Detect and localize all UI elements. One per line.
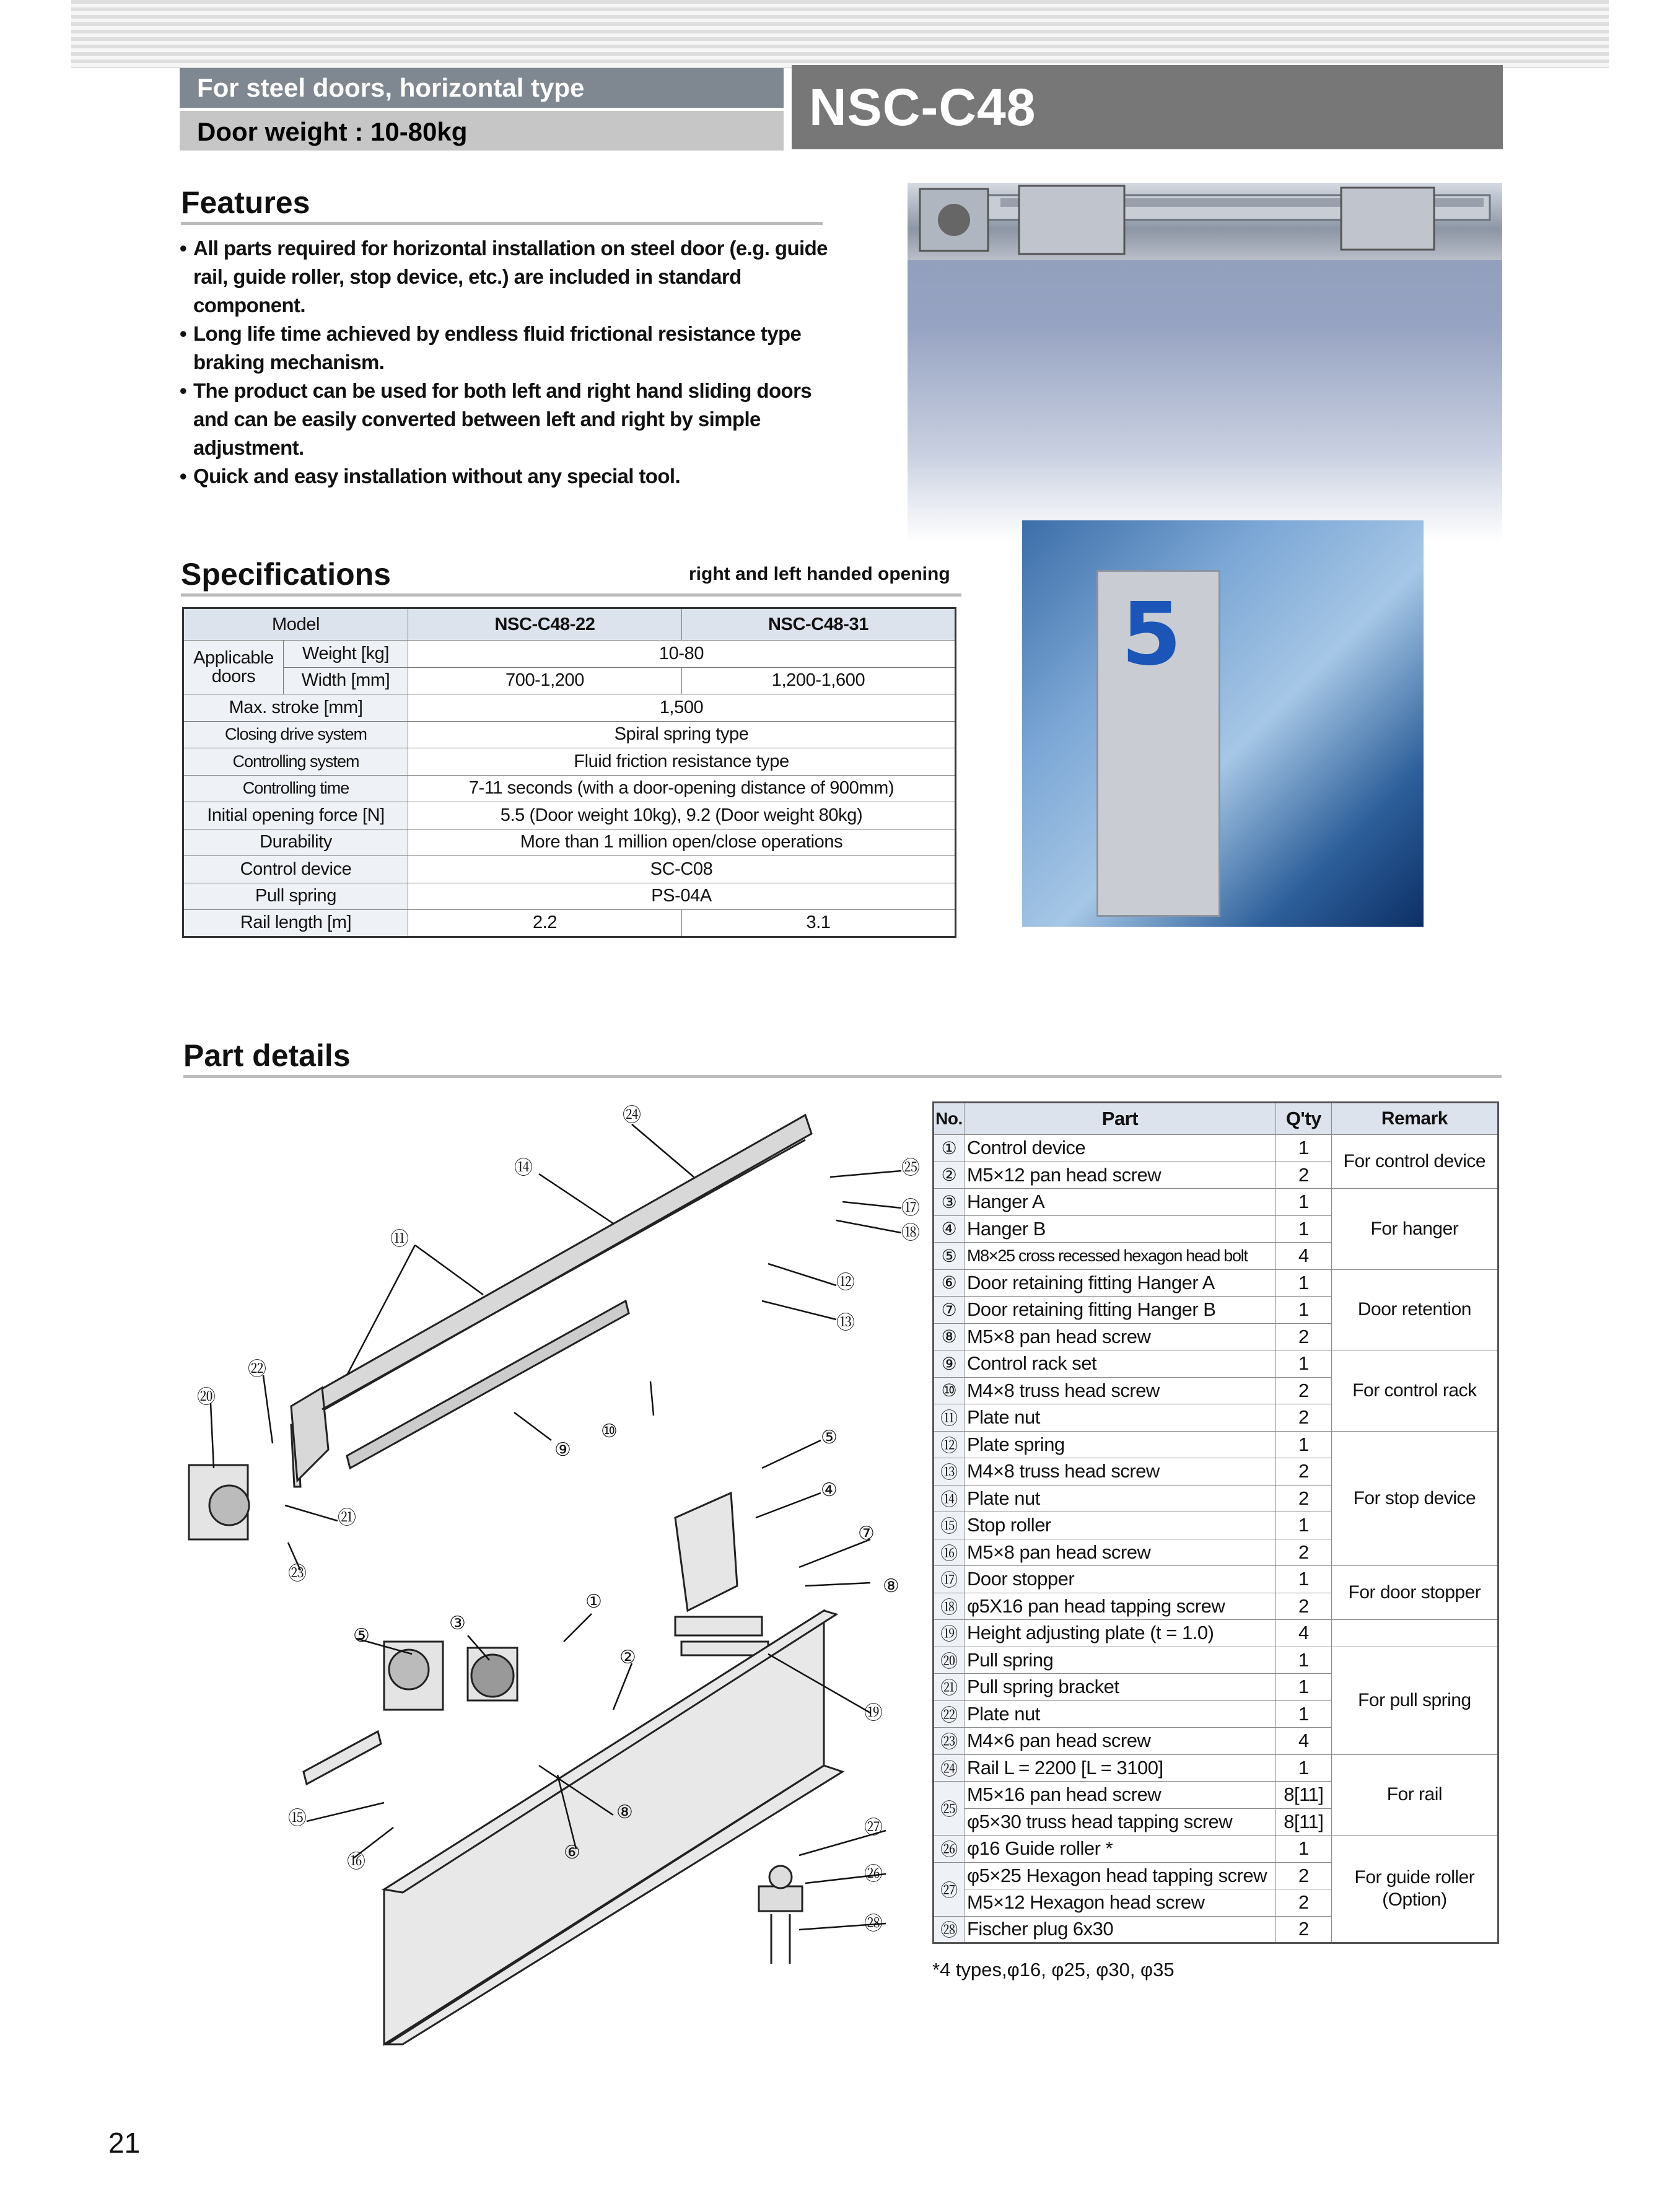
callout-label: ⑦ xyxy=(858,1523,875,1544)
table-row: Max. stroke [mm] 1,500 xyxy=(183,694,956,722)
feature-item: • Long life time achieved by endless fluid frictional resistance type braking mechanism. xyxy=(180,322,802,374)
table-row: ㉕ M5×16 pan head screw 8[11] xyxy=(934,1782,1498,1809)
parts-footnote: *4 types,φ16, φ25, φ30, φ35 xyxy=(932,1959,1175,1980)
callout-label: ⑥ xyxy=(564,1842,580,1863)
table-row: Controlling time 7-11 seconds (with a door-opening distance of 900mm) xyxy=(183,775,956,802)
table-row: ⑦ Door retaining fitting Hanger B 1 xyxy=(934,1297,1498,1324)
features-list xyxy=(180,234,830,491)
table-row: Initial opening force [N] 5.5 (Door weight 10kg), 9.2 (Door weight 80kg) xyxy=(183,802,956,829)
table-row: ⑥ Door retaining fitting Hanger A 1 Door retention xyxy=(934,1269,1498,1297)
callout-label: ⑮ xyxy=(288,1808,307,1829)
page-number: 21 xyxy=(108,2127,141,2159)
top-band xyxy=(71,0,1609,68)
parts-table xyxy=(932,1101,1499,1944)
callout-label: ㉔ xyxy=(623,1105,641,1126)
callout-label: ⑰ xyxy=(901,1197,920,1219)
callout-label: ⑱ xyxy=(901,1222,920,1244)
callout-label: ② xyxy=(619,1647,636,1668)
callout-label: ⑬ xyxy=(836,1312,855,1334)
table-row: ⑮ Stop roller 1 xyxy=(934,1512,1498,1539)
table-row: ⑪ Plate nut 2 xyxy=(934,1404,1498,1432)
callout-label: ① xyxy=(585,1591,602,1613)
feature-item: • All parts required for horizontal installation on steel door (e.g. guide rail, guide roller, stop device, etc.) are included in standard component. xyxy=(180,237,828,317)
callout-label: ㉗ xyxy=(864,1817,883,1839)
table-row: Width [mm] 700-1,200 1,200-1,600 xyxy=(183,667,956,694)
feature-item: • Quick and easy installation without any special tool. xyxy=(180,465,681,488)
features-rule xyxy=(181,222,823,225)
callout-label: ④ xyxy=(821,1479,838,1501)
table-header-row: No. Part Q'ty Remark xyxy=(934,1103,1498,1135)
callout-label: ㉓ xyxy=(288,1563,307,1585)
table-row: ④ Hanger B 1 xyxy=(934,1215,1498,1243)
table-row: ① Control device 1 For control device xyxy=(934,1135,1498,1162)
header-door-weight: Door weight : 10-80kg xyxy=(180,111,784,151)
features-heading: Features xyxy=(181,185,310,220)
callout-label: ㉖ xyxy=(864,1863,883,1885)
callout-label: ⑧ xyxy=(616,1801,633,1823)
table-row: Controlling system Fluid friction resistance type xyxy=(183,748,956,776)
table-row: ㉑ Pull spring bracket 1 xyxy=(934,1674,1498,1701)
table-row: ⑯ M5×8 pan head screw 2 xyxy=(934,1539,1498,1566)
table-row: ⑭ Plate nut 2 xyxy=(934,1485,1498,1512)
table-row: Control device SC-C08 xyxy=(183,856,956,883)
callout-label: ⑳ xyxy=(197,1386,216,1408)
callout-label: ⑩ xyxy=(601,1420,618,1442)
guide-roller-drawing xyxy=(759,1866,802,1964)
door-drawing xyxy=(384,1611,842,2044)
callout-label: ⑯ xyxy=(347,1851,365,1873)
table-row: Pull spring PS-04A xyxy=(183,883,956,910)
callout-label: ③ xyxy=(449,1613,466,1634)
installation-photo xyxy=(1022,520,1424,927)
table-row: ㉓ M4×6 pan head screw 4 xyxy=(934,1728,1498,1755)
table-row: φ5×30 truss head tapping screw 8[11] xyxy=(934,1808,1498,1836)
table-row: ⑲ Height adjusting plate (t = 1.0) 4 xyxy=(934,1620,1498,1647)
callout-label: ⑧ xyxy=(883,1575,899,1597)
specifications-table xyxy=(182,607,956,938)
table-row: ⑩ M4×8 truss head screw 2 xyxy=(934,1377,1498,1404)
control-device-drawing xyxy=(189,1465,517,1710)
product-photo-rail xyxy=(908,183,1502,260)
callout-label: ㉕ xyxy=(901,1157,920,1179)
table-row: ⑬ M4×8 truss head screw 2 xyxy=(934,1458,1498,1486)
table-row: ⑱ φ5X16 pan head tapping screw 2 xyxy=(934,1593,1498,1620)
part-details-heading: Part details xyxy=(183,1038,351,1073)
callout-label: ⑤ xyxy=(353,1625,370,1647)
photo-door-number: 5 xyxy=(1121,584,1182,685)
table-row: Durability More than 1 million open/close operations xyxy=(183,829,956,856)
specifications-note: right and left handed opening xyxy=(689,564,950,584)
callout-label: ㉒ xyxy=(248,1359,266,1380)
table-row: ⑫ Plate spring 1 For stop device xyxy=(934,1431,1498,1458)
table-row: Rail length [m] 2.2 3.1 xyxy=(183,910,956,937)
table-row: ⑳ Pull spring 1 For pull spring xyxy=(934,1647,1498,1674)
table-row: ⑰ Door stopper 1 For door stopper xyxy=(934,1566,1498,1593)
callout-label: ⑪ xyxy=(390,1228,409,1250)
model-title: NSC-C48 xyxy=(792,65,1503,149)
header-category xyxy=(180,68,784,152)
table-header-row: Model NSC-C48-22 NSC-C48-31 xyxy=(183,608,956,641)
table-row: M5×12 Hexagon head screw 2 xyxy=(934,1889,1498,1917)
table-row: Applicable doors Weight [kg] 10-80 xyxy=(183,641,956,668)
callout-label: ⑫ xyxy=(836,1272,855,1293)
header-type: For steel doors, horizontal type xyxy=(180,68,784,108)
specifications-heading: Specifications xyxy=(181,557,391,592)
part-details-rule xyxy=(183,1075,1502,1078)
exploded-parts-diagram xyxy=(180,1096,923,2050)
table-row: ㉖ φ16 Guide roller * 1 For guide roller (Option) xyxy=(934,1836,1498,1863)
table-row: ㉘ Fischer plug 6x30 2 xyxy=(934,1916,1498,1943)
callout-label: ㉑ xyxy=(338,1507,356,1529)
table-row: ② M5×12 pan head screw 2 xyxy=(934,1162,1498,1189)
feature-item: • The product can be used for both left and right hand sliding doors and can be easily converted between left and right by simple adjustment. xyxy=(180,379,812,459)
callout-label: ㉘ xyxy=(864,1913,883,1935)
table-row: ㉔ Rail L = 2200 [L = 3100] 1 For rail xyxy=(934,1754,1498,1782)
table-row: ③ Hanger A 1 For hanger xyxy=(934,1189,1498,1216)
table-row: ⑤ M8×25 cross recessed hexagon head bolt 4 xyxy=(934,1243,1498,1270)
table-row: Closing drive system Spiral spring type xyxy=(183,721,956,748)
callout-label: ⑲ xyxy=(864,1702,883,1724)
specifications-rule xyxy=(181,593,961,597)
table-row: ⑨ Control rack set 1 For control rack xyxy=(934,1350,1498,1378)
table-row: ⑧ M5×8 pan head screw 2 xyxy=(934,1323,1498,1350)
rail-drawing xyxy=(291,1115,812,1487)
callout-label: ⑭ xyxy=(514,1157,533,1179)
callout-label: ⑨ xyxy=(554,1439,571,1461)
table-row: ㉒ Plate nut 1 xyxy=(934,1700,1498,1728)
callout-label: ⑤ xyxy=(821,1427,838,1448)
table-row: ㉗ φ5×25 Hexagon head tapping screw 2 xyxy=(934,1862,1498,1889)
